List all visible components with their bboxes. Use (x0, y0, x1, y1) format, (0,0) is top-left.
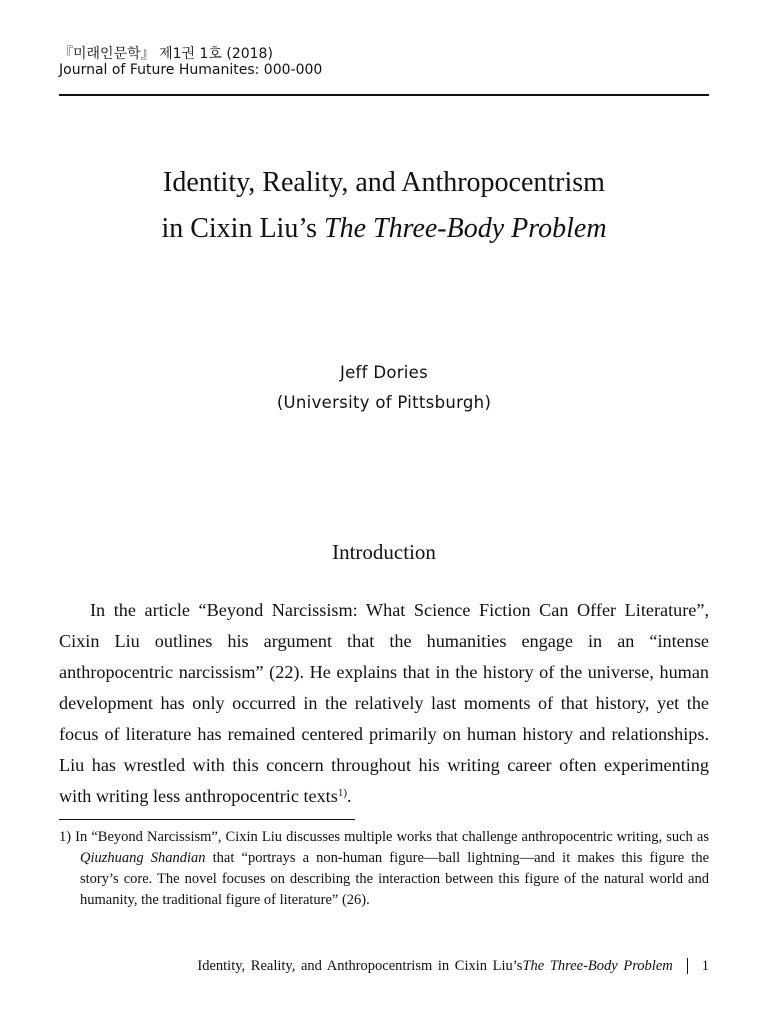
footnote-italic-title: Qiuzhuang Shandian (80, 850, 206, 866)
article-title (0, 160, 768, 252)
journal-english-citation: Journal of Future Humanites: 000-000 (59, 62, 323, 78)
journal-korean-citation: 『미래인문학』 제1권 1호 (2018) (59, 46, 273, 62)
title-line-2-prefix: in Cixin Liu’s (161, 213, 325, 244)
section-heading: Introduction (332, 540, 436, 564)
title-book-name: The Three-Body Problem (324, 213, 607, 244)
footer-separator (687, 958, 688, 974)
footnote-divider (59, 819, 355, 820)
footnote-1 (59, 827, 709, 911)
page-number: 1 (701, 958, 709, 974)
paragraph-end: . (347, 786, 352, 806)
footer-title-italic: The Three-Body Problem (522, 958, 673, 974)
title-line-2 (0, 206, 768, 252)
author-block (0, 358, 768, 418)
footnote-text-start: In “Beyond Narcissism”, Cixin Liu discusses multiple works that challenge anthropocentric writing, such as (75, 829, 709, 845)
author-name: Jeff Dories (339, 363, 429, 382)
footnote-text-end: that “portrays a non-human figure—ball lightning—and it makes this figure the story’s core. The novel focuses on describing the interaction between this figure of the natural world and humanity, the traditional figure of literature” (26). (80, 850, 710, 908)
author-affiliation: (University of Pittsburgh) (276, 393, 492, 412)
running-footer (197, 956, 709, 976)
footnote-marker: 1) (59, 829, 76, 845)
intro-paragraph (59, 595, 709, 812)
header-divider (59, 94, 709, 96)
footnote (59, 827, 709, 911)
body-text (59, 595, 709, 812)
footnote-reference[interactable]: 1) (337, 787, 347, 799)
journal-header (59, 46, 322, 78)
footer-title-prefix: Identity, Reality, and Anthropocentrism in Cixin Liu’s (197, 958, 523, 974)
paragraph-text: In the article “Beyond Narcissism: What Science Fiction Can Offer Literature”, Cixin Liu outlines his argument that the humanities engage in an “intense anthropocentric narcissism” (22). He explains that in the history of the universe, human development has only occurred in the relatively last moments of that history, yet the focus of literature has remained centered primarily on human history and relationships. Liu has wrestled with this concern throughout his writing career often experimenting with writing less anthropocentric texts (59, 600, 709, 806)
title-line-1: Identity, Reality, and Anthropocentrism (163, 167, 605, 198)
